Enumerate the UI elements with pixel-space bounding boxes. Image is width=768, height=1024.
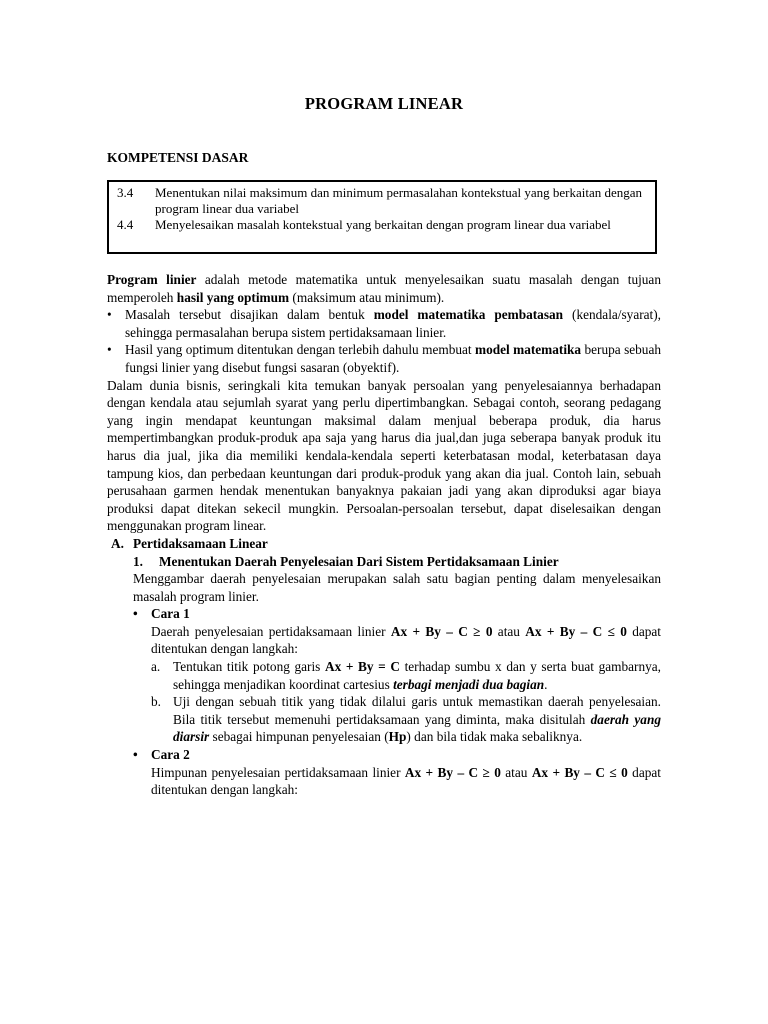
intro-text: adalah metode matematika untuk menyelesaikan suatu masalah dengan tujuan memperoleh bbox=[107, 272, 661, 305]
bullet-dot-icon: • bbox=[107, 307, 112, 323]
cara-2-text bbox=[151, 764, 661, 799]
kd-item-number: 4.4 bbox=[117, 217, 134, 232]
bullet-item bbox=[107, 306, 661, 341]
term-hasil-optimum: hasil yang optimum bbox=[176, 289, 290, 305]
bullet-text-part: (kendala/syarat), sehingga permasalahan berupa sistem pertidaksamaan linier. bbox=[125, 307, 661, 340]
bullet-text bbox=[125, 341, 661, 376]
bullet-bold-term: model matematika pembatasan bbox=[373, 307, 564, 323]
section-marker: A. bbox=[111, 535, 124, 551]
step-text-part: terhadap sumbu x dan y serta buat gambarnya, sehingga menjadikan koordinat cartesius bbox=[173, 659, 662, 692]
cara-text-part: atau bbox=[492, 623, 526, 639]
kd-item-text: Menentukan nilai maksimum dan minimum permasalahan kontekstual yang berkaitan dengan program linear dua variabel bbox=[155, 185, 643, 216]
bullet-text-part: Masalah tersebut disajikan dalam bentuk bbox=[125, 307, 374, 323]
cara-text-part: dapat ditentukan dengan langkah: bbox=[151, 764, 661, 798]
emphasis-text: terbagi menjadi dua bagian bbox=[393, 676, 545, 692]
cara-2-heading bbox=[133, 746, 661, 764]
subsection-marker: 1. bbox=[133, 553, 143, 569]
step-text bbox=[173, 693, 661, 746]
bullet-item bbox=[107, 341, 661, 376]
page-title: PROGRAM LINEAR bbox=[304, 94, 464, 113]
cara-1-text bbox=[151, 623, 661, 658]
kd-item-number: 3.4 bbox=[117, 185, 134, 200]
subsection-1-heading bbox=[133, 553, 661, 571]
document-body bbox=[107, 271, 661, 799]
kd-item-text: Menyelesaikan masalah kontekstual yang berkaitan dengan program linear dua variabel bbox=[155, 217, 611, 232]
formula: Ax + By – C ≤ 0 bbox=[525, 623, 627, 639]
bullet-text-part: Hasil yang optimum ditentukan dengan terlebih dahulu membuat bbox=[125, 342, 475, 358]
step-text-part: Uji dengan sebuah titik yang tidak dilalui garis untuk memastikan daerah penyelesaian. Bila titik tersebut memenuhi pertidaksamaan yang diminta, maka disitulah bbox=[173, 694, 661, 727]
bullet-text-part: berupa sebuah fungsi linier yang disebut fungsi sasaran (obyektif). bbox=[125, 342, 661, 375]
cara-text-part: dapat ditentukan dengan langkah: bbox=[151, 623, 661, 657]
step-b bbox=[151, 693, 661, 746]
bullet-dot-icon: • bbox=[107, 342, 112, 358]
section-label: Pertidaksamaan Linear bbox=[133, 535, 268, 551]
cara-label: Cara 1 bbox=[151, 606, 190, 622]
subsection-label: Menentukan Daerah Penyelesaian Dari Sistem Pertidaksamaan Linier bbox=[159, 553, 559, 569]
cara-text-part: Himpunan penyelesaian pertidaksamaan linier bbox=[151, 764, 405, 780]
cara-1-heading bbox=[133, 605, 661, 623]
kd-item bbox=[117, 185, 647, 217]
hp-abbrev: Hp bbox=[388, 729, 407, 745]
step-text-part: . bbox=[544, 676, 548, 692]
formula: Ax + By – C ≥ 0 bbox=[390, 623, 493, 639]
step-text-part: Tentukan titik potong garis bbox=[173, 659, 325, 675]
bullet-dot-icon: • bbox=[133, 606, 138, 622]
step-marker: a. bbox=[151, 659, 161, 675]
kd-heading: KOMPETENSI DASAR bbox=[107, 150, 249, 165]
bullet-bold-term: model matematika bbox=[475, 342, 582, 358]
kd-box bbox=[107, 180, 657, 254]
formula: Ax + By = C bbox=[324, 659, 400, 675]
bullet-dot-icon: • bbox=[133, 747, 138, 763]
formula: Ax + By – C ≤ 0 bbox=[531, 764, 628, 780]
cara-text-part: Daerah penyelesaian pertidaksamaan linier bbox=[151, 623, 391, 639]
step-text bbox=[173, 658, 661, 693]
kd-item bbox=[117, 217, 647, 233]
step-a bbox=[151, 658, 661, 693]
formula: Ax + By – C ≥ 0 bbox=[404, 764, 501, 780]
subsection-1-text: Menggambar daerah penyelesaian merupakan salah satu bagian penting dalam menyelesaikan masalah program linier. bbox=[133, 571, 661, 604]
cara-label: Cara 2 bbox=[151, 747, 190, 763]
section-a-heading bbox=[111, 535, 661, 553]
business-paragraph: Dalam dunia bisnis, seringkali kita temukan banyak persoalan yang penyelesaiannya berhadapan dengan kendala atau sejumlah syarat yang perlu dipertimbangkan. Sebagai contoh, seorang pedagang yang ingin mendapat keuntungan maksimal dalam menjual beberapa produk, dia harus mempertimbangkan produk-produk apa saja yang harus dia jual,dan juga seberapa banyak produk itu harus dia jual, jika dia memiliki kendala-kendala seperti keterbatasan modal, keterbatasan daya tampung kios, dan perbedaan keuntungan dari produk-produk yang akan dia jual. Contoh lain, sebuah perusahaan garmen hendak menentukan banyaknya pakaian jadi yang akan diproduksi agar biaya produksi dapat ditekan sekecil mungkin. Persoalan-persoalan tersebut, dapat diselesaikan dengan menggunakan program linear. bbox=[107, 377, 661, 534]
intro-paragraph bbox=[107, 271, 661, 306]
emphasis-text: daerah yang diarsir bbox=[173, 711, 661, 745]
bullet-text bbox=[125, 306, 661, 341]
step-text-part: sebagai himpunan penyelesaian ( bbox=[209, 729, 389, 745]
term-program-linier: Program linier bbox=[107, 272, 197, 287]
intro-text: (maksimum atau minimum). bbox=[289, 289, 445, 305]
step-marker: b. bbox=[151, 694, 161, 710]
cara-text-part: atau bbox=[500, 764, 532, 780]
step-text-part: ) dan bila tidak maka sebaliknya. bbox=[406, 729, 583, 745]
